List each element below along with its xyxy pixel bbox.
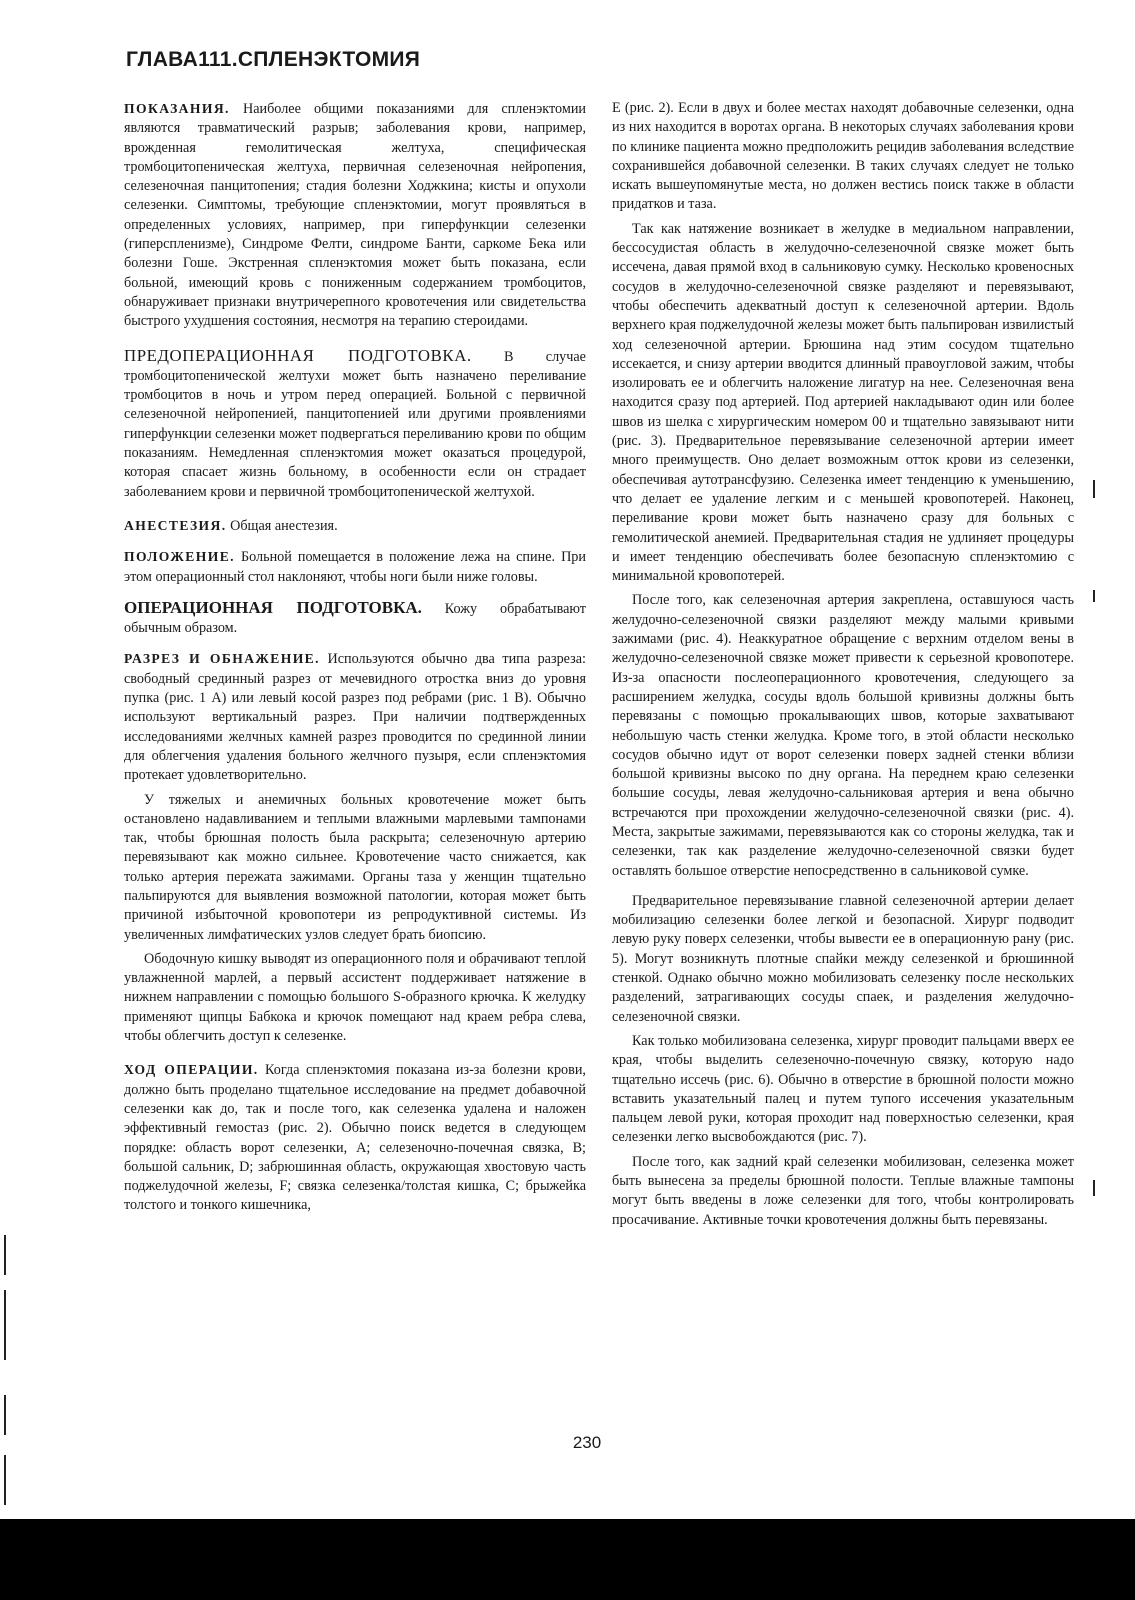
- scan-artifact: [4, 1395, 6, 1435]
- scan-artifact: [1093, 480, 1095, 498]
- scan-artifact: [4, 1455, 6, 1505]
- paragraph-operation-course: [124, 1060, 586, 1215]
- paragraph-text: Больной помещается в положение лежа на спине. При этом операционный стол наклоняют, чтобы ноги были ниже головы.: [124, 549, 586, 585]
- paragraph-indications: [124, 99, 586, 332]
- paragraph-position: [124, 547, 586, 587]
- paragraph-text: Кожу обрабатывают обычным образом.: [124, 600, 586, 637]
- scan-footer-bar: [0, 1519, 1135, 1600]
- section-heading-indications: ПОКАЗАНИЯ.: [124, 101, 230, 116]
- section-heading-operation-course: ХОД ОПЕРАЦИИ.: [124, 1062, 259, 1078]
- scan-artifact: [1093, 1180, 1095, 1196]
- paragraph-incision: [124, 649, 586, 785]
- section-heading-anesthesia: АНЕСТЕЗИЯ.: [124, 517, 227, 533]
- section-heading-surgical-prep: ОПЕРАЦИОННАЯ ПОДГОТОВКА.: [124, 597, 422, 617]
- paragraph-preop: [124, 346, 586, 502]
- scan-artifact: [4, 1235, 6, 1275]
- page-number: 230: [572, 1433, 602, 1452]
- paragraph-splenic-artery: Так как натяжение возникает в желудке в медиальном направлении, бессосудистая область в желудочно-селезеночной связке может быть иссечена, давая прямой вход в сальниковую сумку. Несколько кровеносных сосудов в желудочно-селезеночной связке разделяют и перевязывают, чтобы обеспечить адекватный доступ к селезеночной артерии. Вдоль верхнего края поджелудочной железы может быть пальпирован извилистый ход селезеночной артерии. Брюшина над этим сосудом тщательно иссекается, и снизу артерии вводится длинный правоугловой зажим, чтобы изолировать ее и облегчить наложение лигатур на нее. Селезеночная вена находится сразу под артерией. Под артерией накладывают один или более швов из шелка с хирургическим номером 00 и тщательно завязывают нити (рис. 3). Предварительное перевязывание селезеночной артерии имеет много преимуществ. Оно делает возможным отток крови из селезенки, обеспечивая аутотрансфузию. Селезенка имеет тенденцию к уменьшению, что делает ее удаление легким и с меньшей кровопотерей. Наконец, переливание крови может быть назначено сразу для больных с гемолитической анемией. Предварительная стадия не удлиняет процедуры и имеет тенденцию обеспечивать более безопасную спленэктомию с минимальной кровопотерей.: [612, 220, 1074, 585]
- scan-artifact: [4, 1290, 6, 1360]
- paragraph-removal: После того, как задний край селезенки мобилизован, селезенка может быть вынесена за пределы брюшной полости. Теплые влажные тампоны могут быть введены в ложе селезенки для того, чтобы контролировать просачивание. Активные точки кровотечения должны быть перевязаны.: [612, 1153, 1074, 1228]
- paragraph-text: В случае тромбоцитопенической желтухи может быть назначено переливание тромбоцитов в ночь и утром перед операцией. Больной с первичной селезеночной нейропенией, панцитопенией или другими проявлениями гиперфункции селезенки может подвергаться переливанию крови по общим показаниям. Немедленная спленэктомия может оказаться процедурой, которая спасает жизнь больному, в особенности если он страдает заболеванием крови и первичной тромбоцитопенической желтухой.: [124, 348, 586, 500]
- paragraph-gastrosplenic-ligament: После того, как селезеночная артерия закреплена, оставшуюся часть желудочно-селезеночной связки разделяют между малыми кривыми зажимами (рис. 4). Неаккуратное обращение с верхним отделом вены в желудочно-селезеночной связке может привести к серьезной кровопотере. Из-за опасности послеоперационного кровотечения, следующего за расширением желудка, сосуды вдоль большой кривизны должны быть перевязаны с помощью прокалывающих швов, которые захватывают небольшую часть стенки желудка. Кроме того, в этой области несколько сосудов обычно идут от ворот селезенки поверх задней стенки вблизи большой кривизны высоко по дну органа. На переднем краю селезенки большие сосуды, левая желудочно-сальниковая артерия и вена обычно встречаются при прохождении желудочно-селезеночной связки (рис. 4). Места, закрытые зажимами, перевязываются как со стороны желудка, так и селезенки, так как разделение желудочно-селезеночной связки будет оставлять большое отверстие непосредственно в сальниковой сумке.: [612, 592, 1074, 879]
- paragraph-mobilization: Предварительное перевязывание главной селезеночной артерии делает мобилизацию селезенки более легкой и безопасной. Хирург подводит левую руку поверх селезенки, чтобы вывести ее в операционную рану (рис. 5). Могут возникнуть плотные спайки между селезенкой и брюшинной стенкой. Однако обычно можно мобилизовать селезенку после нескольких разделений, затрагивающих сосуды спаек, и разделения желудочно-селезеночной связки.: [612, 892, 1074, 1025]
- paragraph-text: Наиболее общими показаниями для спленэктомии являются травматический разрыв; заболевания крови, например, врожденная гемолитическая желтуха, специфическая тромбоцитопеническая желтуха, первичная селезеночная нейропения, селезеночная панцитопения; стадия болезни Ходжкина; кисты и опухоли селезенки. Симптомы, требующие спленэктомии, могут проявляться в определенных условиях, например, при гиперфункции селезенки (гиперспленизме), Синдроме Фелти, синдроме Банти, саркоме Бека или болезни Гоше. Экстренная спленэктомия может быть показана, если больной, имеющий кровь с пониженным содержанием тромбоцитов, обнаруживает признаки внутричерепного кровотечения или свидетельства быстрого ухудшения состояния, несмотря на терапию стероидами.: [124, 101, 586, 330]
- paragraph-anesthesia: [124, 516, 586, 536]
- paragraph-surgical-prep: [124, 598, 586, 639]
- right-column: [612, 99, 1074, 1235]
- section-heading-incision: РАЗРЕЗ И ОБНАЖЕНИЕ.: [124, 651, 320, 667]
- paragraph-accessory-spleen: Е (рис. 2). Если в двух и более местах находят добавочные селезенки, одна из них находится в воротах органа. В некоторых случаях заболевания крови по клинике пациента можно предположить рецидив заболевания вследствие сохранившейся добавочной селезенки. В таких случаях следует не только искать вышеупомянутые места, но должен вестись поиск также в области придатков и таза.: [612, 100, 1074, 213]
- paragraph-splenorenal-ligament: Как только мобилизована селезенка, хирург проводит пальцами вверх ее края, чтобы выделить селезеночно-почечную связку, которую надо тщательно иссечь (рис. 6). Обычно в отверстие в брюшной полости можно вставить указательный палец и путем тупого иссечения указательным пальцем левой руки, которая проходит над поверхностью селезенки, края селезенки легко высвобождаются (рис. 7).: [612, 1032, 1074, 1146]
- scan-artifact: [1093, 590, 1095, 602]
- paragraph-text: Общая анестезия.: [226, 517, 338, 534]
- left-column: [124, 99, 586, 1227]
- paragraph-colon: Ободочную кишку выводят из операционного поля и обрачивают теплой увлажненной марлей, а первый ассистент поддерживает натяжение в нижнем направлении с помощью большого S-образного крючка. К желудку применяют щипцы Бабкока и крючок помещают над краем ребра слева, чтобы облегчить доступ к селезенке.: [124, 950, 586, 1045]
- paragraph-text: Когда спленэктомия показана из-за болезни крови, должно быть проделано тщательное исследование на предмет добавочной селезенки как до, так и после того, как селезенка удалена и наложен эффективный гемостаз (рис. 2). Обычно поиск ведется в следующем порядке: область ворот селезенки, А; селезеночно-почечная связка, В; большой сальник, D; забрюшинная область, окружающая хвостовую часть поджелудочной железы, F; связка селезенка/толстая кишка, С; брыжейка толстого и тонкого кишечника,: [124, 1062, 586, 1214]
- paragraph-bleeding: У тяжелых и анемичных больных кровотечение может быть остановлено надавливанием и теплыми влажными марлевыми тампонами так, чтобы брюшная полость была раскрыта; селезеночную артерию перевязывают как можно сильнее. Кровотечение часто снижается, как только артерия пережата зажимами. Органы таза у женщин тщательно пальпируются для выявления возможной патологии, которая может быть причиной избыточной кровопотери из репродуктивной системы. Из увеличенных лимфатических узлов следует брать биопсию.: [124, 791, 586, 943]
- section-heading-preop: ПРЕДОПЕРАЦИОННАЯ ПОДГОТОВКА.: [124, 345, 472, 365]
- section-heading-position: ПОЛОЖЕНИЕ.: [124, 549, 235, 565]
- chapter-title: ГЛАВА111.СПЛЕНЭКТОМИЯ: [126, 48, 421, 71]
- paragraph-text: Используются обычно два типа разреза: свободный срединный разрез от мечевидного отростка вниз до уровня пупка (рис. 1 А) или левый косой разрез под ребрами (рис. 1 В). Обычно используют вертикальный разрез. При наличии подтвержденных исследованиями желчных камней разрез проводится по срединной линии для облегчения удаления больного желчного пузыря, если спленэктомия протекает удовлетворительно.: [124, 651, 586, 784]
